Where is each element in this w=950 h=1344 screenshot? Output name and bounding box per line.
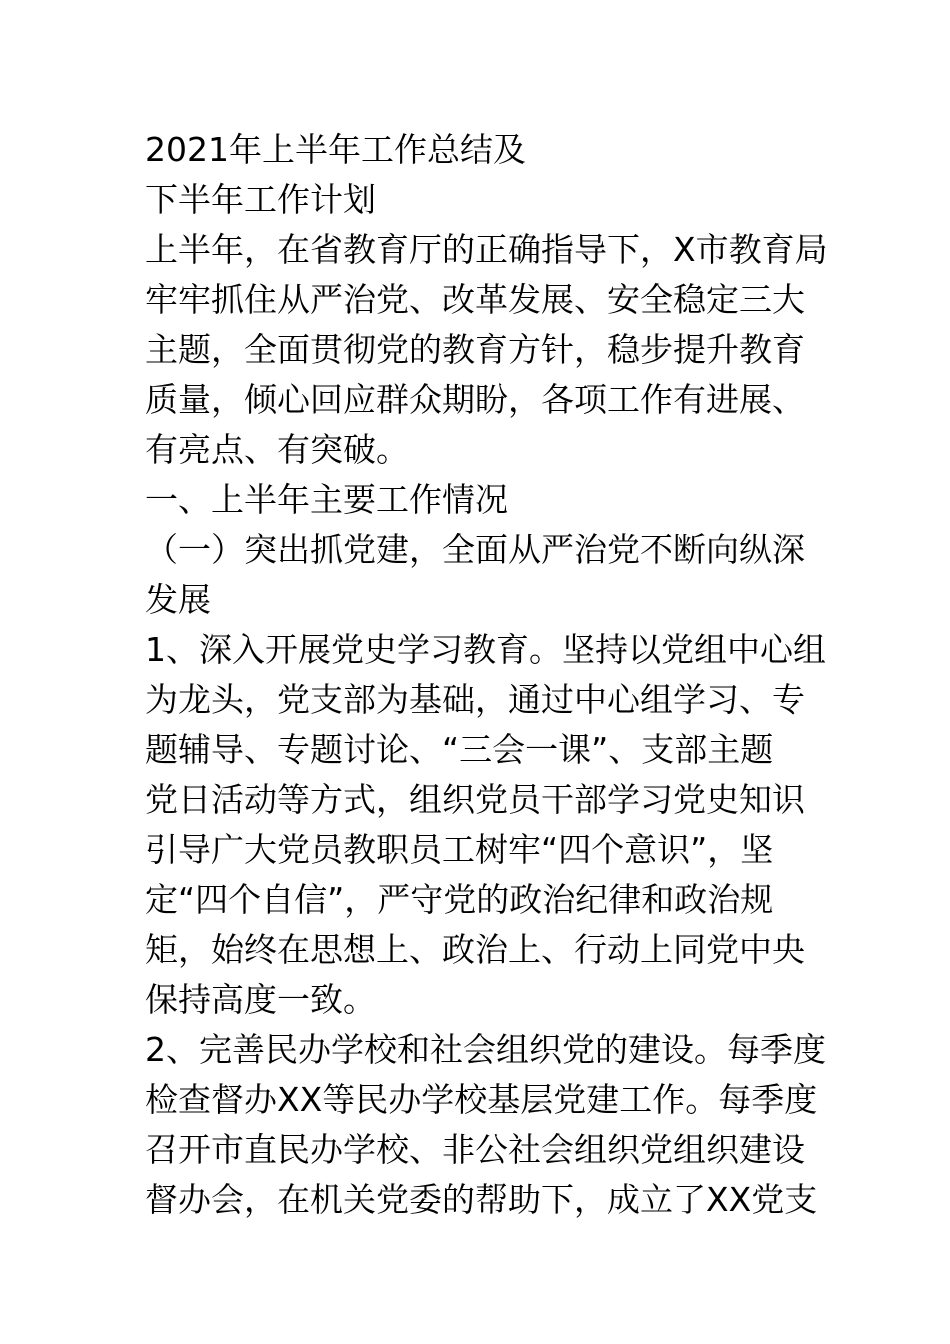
text-line: 质量，倾心回应群众期盼，各项工作有进展、 [145, 380, 805, 419]
text-line: （一）突出抓党建，全面从严治党不断向纵深 [145, 530, 805, 569]
text-line: 保持高度一致。 [145, 980, 376, 1019]
text-line: 定“四个自信”，严守党的政治纪律和政治规 [145, 880, 774, 919]
text-line: 发展 [145, 580, 211, 619]
text-line: 上半年，在省教育厅的正确指导下，X市教育局 [145, 230, 828, 269]
text-line: 召开市直民办学校、非公社会组织党组织建设 [145, 1130, 805, 1169]
title-line: 2021年上半年工作总结及 [145, 130, 526, 169]
document-body [145, 125, 835, 1225]
text-line: 主题，全面贯彻党的教育方针，稳步提升教育 [145, 330, 805, 369]
document-title [145, 125, 835, 225]
text-line: 引导广大党员教职员工树牢“四个意识”，坚 [145, 830, 774, 869]
text-line: 2、完善民办学校和社会组织党的建设。每季度 [145, 1030, 826, 1069]
text-line: 题辅导、专题讨论、“三会一课”、支部主题 [145, 730, 774, 769]
item-paragraph-2 [145, 1025, 835, 1225]
text-line: 1、深入开展党史学习教育。坚持以党组中心组 [145, 630, 826, 669]
text-line: 有亮点、有突破。 [145, 430, 409, 469]
item-paragraph-1 [145, 625, 835, 1025]
subsection-heading [145, 525, 835, 625]
text-line: 为龙头，党支部为基础，通过中心组学习、专 [145, 680, 805, 719]
intro-paragraph [145, 225, 835, 475]
text-line: 检查督办XX等民办学校基层党建工作。每季度 [145, 1080, 818, 1119]
text-line: 牢牢抓住从严治党、改革发展、安全稳定三大 [145, 280, 805, 319]
text-line: 党日活动等方式，组织党员干部学习党史知识 [145, 780, 805, 819]
title-line: 下半年工作计划 [145, 180, 376, 219]
text-line: 督办会，在机关党委的帮助下，成立了XX党支 [145, 1180, 818, 1219]
text-line: 矩，始终在思想上、政治上、行动上同党中央 [145, 930, 805, 969]
section-heading: 一、上半年主要工作情况 [145, 480, 508, 519]
